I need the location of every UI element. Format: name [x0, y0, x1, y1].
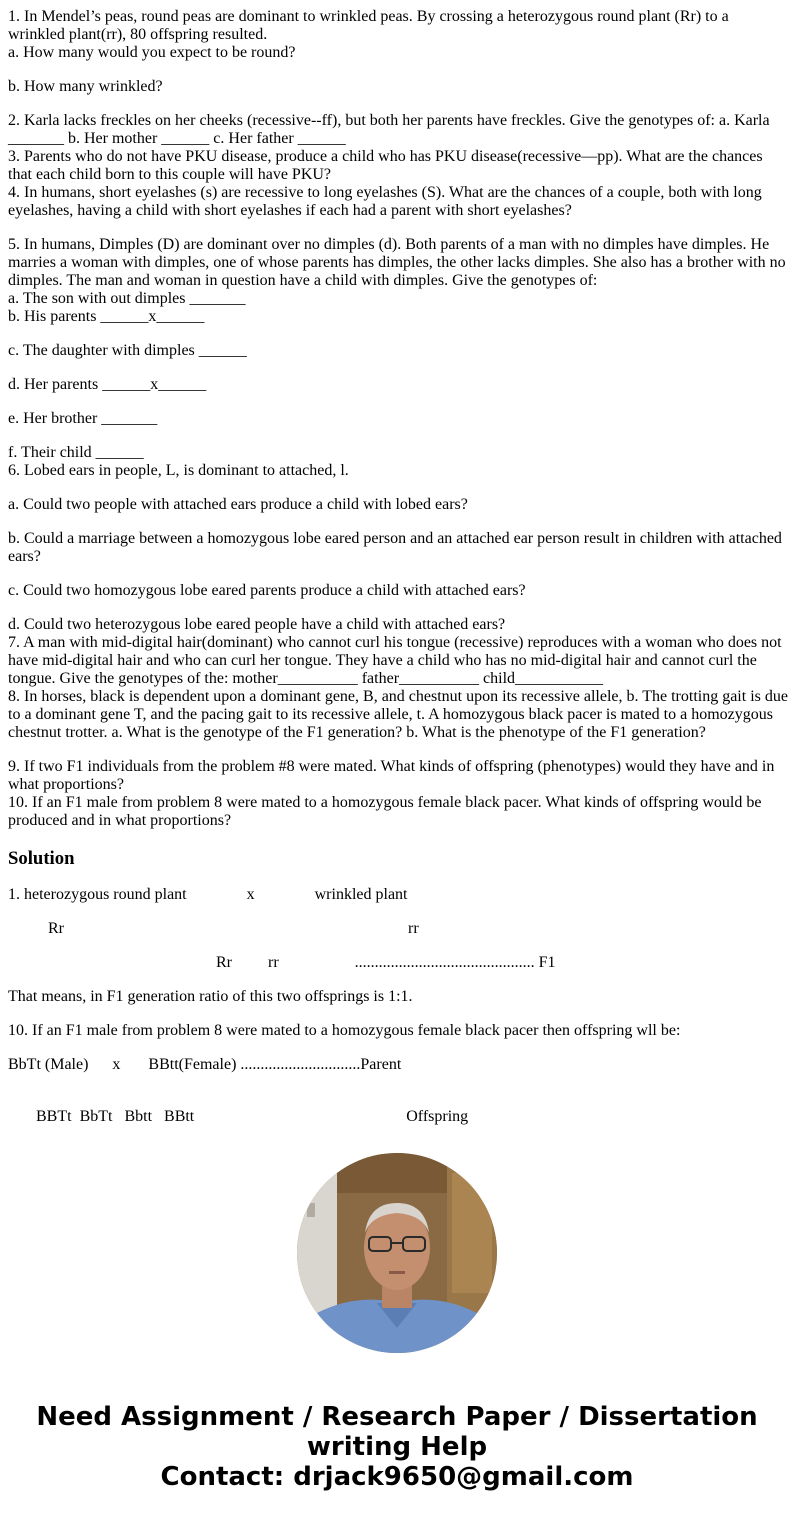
question-3: 3. Parents who do not have PKU disease, produce a child who has PKU disease(recessive—pp). What are the chances that each child born to this couple will have PKU?	[8, 148, 767, 183]
footer-line-1: Need Assignment / Research Paper / Dissertation	[36, 1402, 758, 1432]
avatar-portrait	[297, 1153, 497, 1353]
question-5e: e. Her brother _______	[8, 410, 158, 427]
question-6: 6. Lobed ears in people, L, is dominant to attached, l.	[8, 462, 349, 479]
question-5d: d. Her parents ______x______	[8, 376, 207, 393]
solution-parent-line: BbTt (Male) x BBtt(Female) ..............................Parent	[8, 1056, 402, 1073]
question-1b: b. How many wrinkled?	[8, 78, 163, 95]
solution-genotype-line: Rr rr	[8, 920, 419, 937]
document-body	[8, 8, 792, 1125]
solution-ratio-line: That means, in F1 generation ratio of this two offsprings is 1:1.	[8, 988, 413, 1005]
solution-offspring-line: BBTt BbTt Bbtt BBtt Offspring	[24, 1108, 469, 1125]
footer-line-2: writing Help	[306, 1432, 488, 1462]
footer-contact-email: Contact: drjack9650@gmail.com	[160, 1462, 634, 1492]
question-5c: c. The daughter with dimples ______	[8, 342, 247, 359]
author-avatar	[297, 1153, 497, 1353]
solution-offspring-line-clipped	[8, 1090, 788, 1125]
solution-f1-line: Rr rr ............................................. F1	[8, 954, 556, 971]
question-6b: b. Could a marriage between a homozygous lobe eared person and an attached ear person result in children with attached ears?	[8, 530, 786, 565]
question-6d: d. Could two heterozygous lobe eared people have a child with attached ears?	[8, 616, 506, 633]
question-8: 8. In horses, black is dependent upon a dominant gene, B, and chestnut upon its recessive allele, b. The trotting gait is due to a dominant gene T, and the pacing gait to its recessive allele, t. A homozygous black pacer is mated to a homozygous chestnut trotter. a. What is the genotype of the F1 generation? b. What is the phenotype of the F1 generation?	[8, 688, 792, 741]
contact-footer	[0, 1402, 794, 1492]
solution-heading: Solution	[8, 848, 75, 869]
question-10: 10. If an F1 male from problem 8 were mated to a homozygous female black pacer. What kinds of offspring would be produced and in what proportions?	[8, 794, 766, 829]
question-2: 2. Karla lacks freckles on her cheeks (recessive--ff), but both her parents have freckles. Give the genotypes of: a. Karla _______ b. Her mother ______ c. Her father ______	[8, 112, 774, 147]
question-7: 7. A man with mid-digital hair(dominant) who cannot curl his tongue (recessive) reproduces with a woman who does not have mid-digital hair and who can curl her tongue. They have a child who has no mid-digital hair and cannot curl the tongue. Give the genotypes of the: mother__________ father__________ child___________	[8, 634, 786, 687]
question-5: 5. In humans, Dimples (D) are dominant over no dimples (d). Both parents of a man with no dimples have dimples. He marries a woman with dimples, one of whose parents has dimples, the other lacks dimples. She also has a brother with no dimples. The man and woman in question have a child with dimples. Give the genotypes of:	[8, 236, 790, 289]
question-5b: b. His parents ______x______	[8, 308, 205, 325]
question-4: 4. In humans, short eyelashes (s) are recessive to long eyelashes (S). What are the chances of a couple, both with long eyelashes, having a child with short eyelashes if each had a parent with short eyelashes?	[8, 184, 766, 219]
question-6c: c. Could two homozygous lobe eared parents produce a child with attached ears?	[8, 582, 526, 599]
solution-q10-intro: 10. If an F1 male from problem 8 were mated to a homozygous female black pacer then offspring wll be:	[8, 1022, 681, 1039]
question-1: 1. In Mendel’s peas, round peas are dominant to wrinkled peas. By crossing a heterozygous round plant (Rr) to a wrinkled plant(rr), 80 offspring resulted.	[8, 8, 733, 43]
question-9: 9. If two F1 individuals from the problem #8 were mated. What kinds of offspring (phenotypes) would they have and in what proportions?	[8, 758, 779, 793]
question-5a: a. The son with out dimples _______	[8, 290, 246, 307]
question-1a: a. How many would you expect to be round?	[8, 44, 296, 61]
question-6a: a. Could two people with attached ears produce a child with lobed ears?	[8, 496, 468, 513]
solution-cross-line: 1. heterozygous round plant x wrinkled plant	[8, 886, 408, 903]
question-5f: f. Their child ______	[8, 444, 144, 461]
